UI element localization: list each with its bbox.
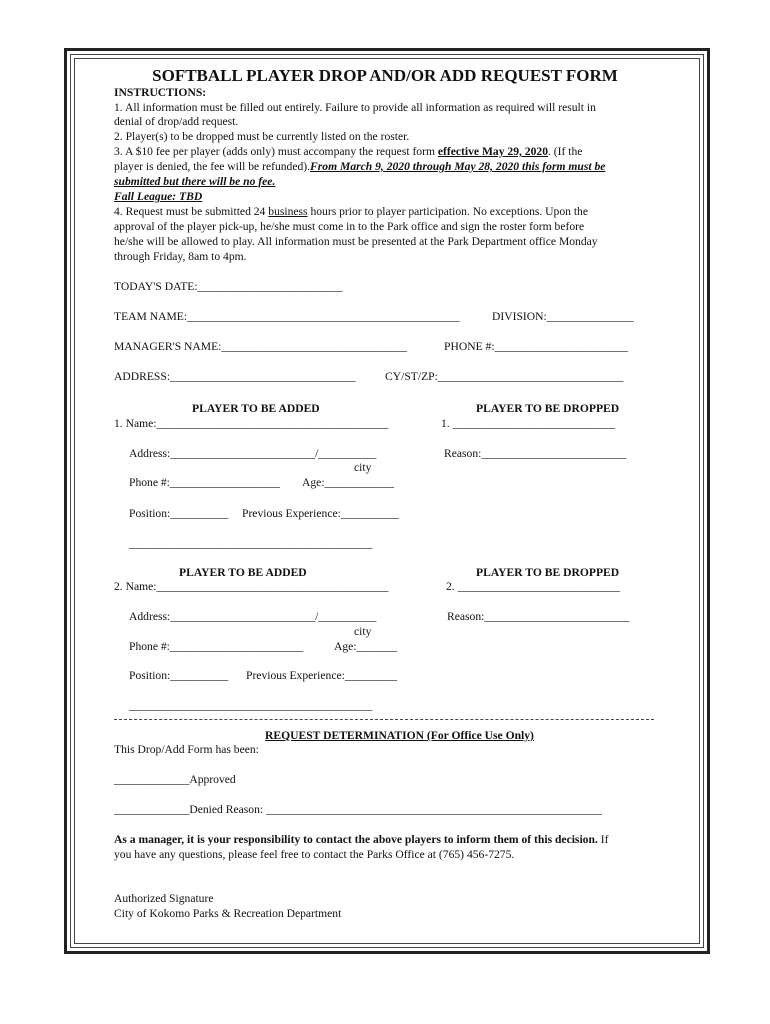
notice-continuation: If [597, 833, 609, 846]
signature-label: Authorized Signature [114, 892, 214, 905]
instruction-3-text: 3. A $10 fee per player (adds only) must accompany the request form [114, 145, 438, 158]
dropped-player-field-1[interactable]: 1. ____________________________ [441, 417, 615, 430]
team-name-field[interactable]: TEAM NAME:_______________________________________________ [114, 310, 460, 323]
previous-experience-field-2[interactable]: Previous Experience:_________ [246, 669, 398, 682]
added-address-field-1[interactable]: Address:_________________________/__________ [129, 447, 377, 460]
player-added-heading-1: PLAYER TO BE ADDED [192, 402, 320, 415]
player-dropped-heading-1: PLAYER TO BE DROPPED [476, 402, 620, 415]
office-use-divider [114, 719, 654, 720]
instruction-4-line-1 [114, 205, 588, 219]
business-word: business [268, 205, 308, 218]
added-position-field-1[interactable]: Position:__________ [129, 507, 229, 520]
no-fee-note: submitted but there will be no fee. [114, 175, 276, 188]
city-state-zip-field[interactable]: CY/ST/ZP:________________________________ [385, 370, 624, 383]
drop-reason-field-1[interactable]: Reason:_________________________ [444, 447, 627, 460]
notes-line-1[interactable]: __________________________________________ [129, 537, 373, 550]
manager-notice-line-1 [114, 833, 608, 847]
added-address-field-2[interactable]: Address:_________________________/__________ [129, 610, 377, 623]
instruction-4-text: 4. Request must be submitted 24 [114, 205, 269, 218]
denied-reason-field[interactable]: _____________Denied Reason: __________________________________________________________ [114, 803, 603, 816]
fall-league-note: Fall League: TBD [114, 190, 203, 203]
added-phone-field-2[interactable]: Phone #:_______________________ [129, 640, 304, 653]
added-phone-field-1[interactable]: Phone #:___________________ [129, 476, 281, 489]
added-name-field-1[interactable]: 1. Name:________________________________________ [114, 417, 389, 430]
instruction-4-tail: hours prior to player participation. No exceptions. Upon the [307, 205, 588, 218]
instruction-3-line-2 [114, 160, 605, 174]
dropped-player-field-2[interactable]: 2. ____________________________ [446, 580, 620, 593]
instruction-1-line-1: 1. All information must be filled out entirely. Failure to provide all information as required will result in [114, 101, 596, 114]
instruction-4-line-2: approval of the player pick-up, he/she must come in to the Park office and sign the roster form before [114, 220, 585, 233]
manager-name-field[interactable]: MANAGER'S NAME:________________________________ [114, 340, 407, 353]
approved-field[interactable]: _____________Approved [114, 773, 236, 786]
instruction-3-tail: . (If the [548, 145, 583, 158]
notes-line-2[interactable]: __________________________________________ [129, 699, 373, 712]
form-title: SOFTBALL PLAYER DROP AND/OR ADD REQUEST FORM [152, 66, 618, 85]
instruction-2: 2. Player(s) to be dropped must be currently listed on the roster. [114, 130, 410, 143]
department-name: City of Kokomo Parks & Recreation Department [114, 907, 342, 920]
determination-intro: This Drop/Add Form has been: [114, 743, 259, 756]
todays-date-field[interactable]: TODAY'S DATE:_________________________ [114, 280, 343, 293]
player-added-heading-2: PLAYER TO BE ADDED [179, 566, 307, 579]
phone-field[interactable]: PHONE #:_______________________ [444, 340, 628, 353]
manager-responsibility: As a manager, it is your responsibility to contact the above players to inform them of this decision. [114, 833, 598, 846]
city-label-1: city [354, 461, 372, 474]
drop-reason-field-2[interactable]: Reason:_________________________ [447, 610, 630, 623]
city-label-2: city [354, 625, 372, 638]
effective-date: effective May 29, 2020 [437, 145, 548, 158]
instruction-3-line-1 [114, 145, 582, 159]
added-position-field-2[interactable]: Position:__________ [129, 669, 229, 682]
previous-experience-field-1[interactable]: Previous Experience:__________ [242, 507, 399, 520]
instruction-4-line-3: he/she will be allowed to play. All information must be presented at the Park Department office Monday [114, 235, 598, 248]
instruction-4-line-4: through Friday, 8am to 4pm. [114, 250, 247, 263]
division-field[interactable]: DIVISION:_______________ [492, 310, 634, 323]
no-fee-period: From March 9, 2020 through May 28, 2020 this form must be [310, 160, 606, 173]
determination-heading: REQUEST DETERMINATION (For Office Use Only) [265, 729, 534, 742]
added-age-field-1[interactable]: Age:____________ [302, 476, 395, 489]
added-age-field-2[interactable]: Age:_______ [334, 640, 398, 653]
player-dropped-heading-2: PLAYER TO BE DROPPED [476, 566, 620, 579]
instructions-heading: INSTRUCTIONS: [114, 86, 207, 99]
instruction-1-line-2: denial of drop/add request. [114, 115, 239, 128]
address-field[interactable]: ADDRESS:________________________________ [114, 370, 356, 383]
manager-notice-line-2: you have any questions, please feel free to contact the Parks Office at (765) 456-7275. [114, 848, 515, 861]
added-name-field-2[interactable]: 2. Name:________________________________________ [114, 580, 389, 593]
refund-note: player is denied, the fee will be refunded). [114, 160, 311, 173]
